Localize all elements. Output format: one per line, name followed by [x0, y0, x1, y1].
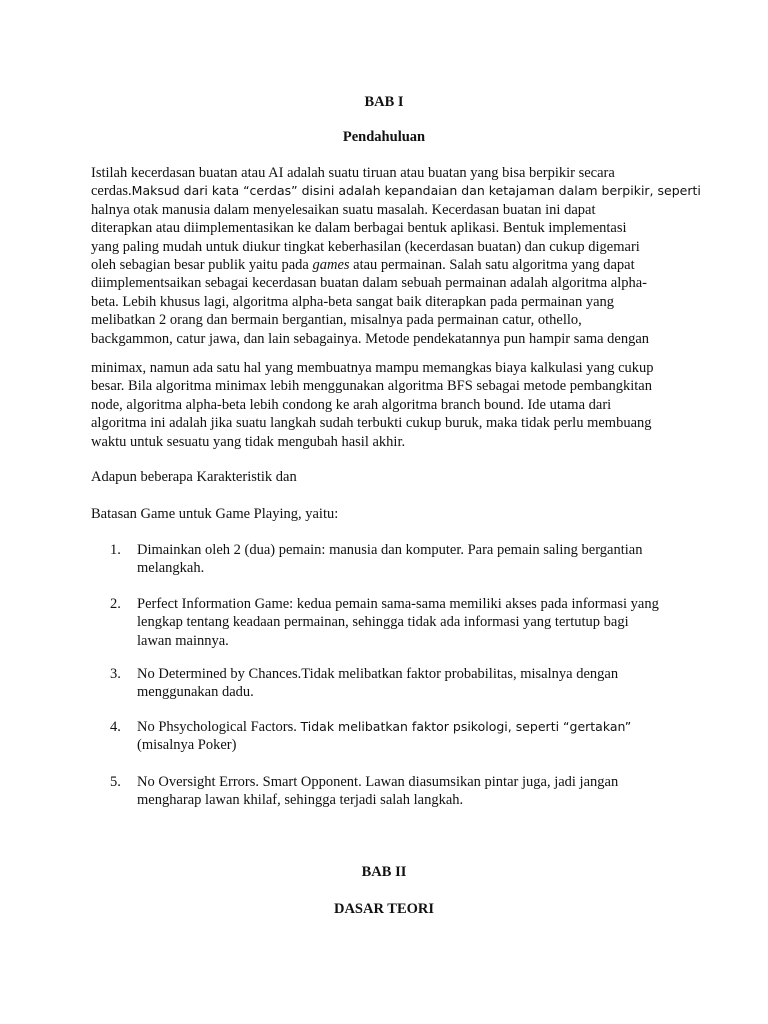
text-line: Perfect Information Game: kedua pemain sama-sama memiliki akses pada informasi yang	[137, 596, 659, 612]
text-span: cerdas.	[91, 183, 132, 200]
text-span-alt-font: Maksud dari kata “cerdas” disini adalah kepandaian dan ketajaman dalam berpikir, seperti	[131, 183, 701, 199]
text-span-italic: games	[312, 257, 350, 274]
text-line: waktu untuk sesuatu yang tidak mengubah hasil akhir.	[91, 433, 406, 450]
text-line	[137, 718, 682, 736]
paragraph-characteristics: Adapun beberapa Karakteristik dan	[91, 469, 297, 485]
text-line: diimplementsaikan sebagai kecerdasan buatan dalam sebuah permainan adalah algoritma alpha-	[91, 275, 648, 292]
section-title-dasar-teori: DASAR TEORI	[333, 901, 435, 917]
list-item-number: 3.	[110, 666, 121, 682]
text-line: minimax, namun ada satu hal yang membuatnya mampu memangkas biaya kalkulasi yang cukup	[91, 360, 654, 376]
list-item-number: 4.	[110, 719, 121, 735]
text-line: No Oversight Errors. Smart Opponent. Lawan diasumsikan pintar juga, jadi jangan	[137, 774, 619, 790]
list-item-text	[137, 595, 682, 650]
paragraph-limits: Batasan Game untuk Game Playing, yaitu:	[91, 506, 339, 522]
paragraph-minimax	[91, 359, 691, 451]
list-item-text	[137, 541, 682, 578]
text-line: No Determined by Chances.Tidak melibatkan faktor probabilitas, misalnya dengan	[137, 666, 619, 682]
text-line: Istilah kecerdasan buatan atau AI adalah suatu tiruan atau buatan yang bisa berpikir secara	[91, 165, 615, 181]
list-item-number: 5.	[110, 774, 121, 790]
section-title-pendahuluan: Pendahuluan	[342, 129, 426, 145]
text-line: node, algoritma alpha-beta lebih condong ke arah algoritma branch bound. Ide utama dari	[91, 396, 612, 413]
chapter-heading-2: BAB II	[361, 864, 407, 880]
text-line	[91, 256, 691, 274]
text-span: oleh sebagian besar publik yaitu pada	[91, 257, 313, 274]
text-line: lengkap tentang keadaan permainan, sehingga tidak ada informasi yang tertutup bagi	[137, 614, 629, 631]
text-line: melangkah.	[137, 560, 205, 577]
text-span-alt-font: Tidak melibatkan faktor psikologi, seperti “gertakan”	[300, 719, 632, 734]
text-line: backgammon, catur jawa, dan lain sebagainya. Metode pendekatannya pun hampir sama dengan	[91, 330, 650, 347]
text-line	[91, 182, 701, 200]
text-line: beta. Lebih khusus lagi, algoritma alpha-beta sangat baik diterapkan pada permainan yang	[91, 293, 615, 310]
text-line: algoritma ini adalah jika suatu langkah sudah terbukti cukup buruk, maka tidak perlu membuang	[91, 415, 652, 432]
text-line: menggunakan dadu.	[137, 684, 254, 701]
text-line: melibatkan 2 orang dan bermain bergantian, misalnya pada permainan catur, othello,	[91, 312, 582, 329]
text-line: diterapkan atau diimplementasikan ke dalam berbagai bentuk aplikasi. Bentuk implementasi	[91, 220, 627, 237]
text-line: Dimainkan oleh 2 (dua) pemain: manusia dan komputer. Para pemain saling bergantian	[137, 542, 643, 558]
text-line: (misalnya Poker)	[137, 737, 237, 754]
text-line: lawan mainnya.	[137, 632, 229, 649]
list-item-text	[137, 665, 682, 702]
list-item-text	[137, 773, 682, 810]
list-item-number: 1.	[110, 542, 121, 558]
list-item-number: 2.	[110, 596, 121, 612]
text-line: halnya otak manusia dalam menyelesaikan suatu masalah. Kecerdasan buatan ini dapat	[91, 201, 596, 218]
text-line: besar. Bila algoritma minimax lebih menggunakan algoritma BFS sebagai metode pembangkitan	[91, 378, 652, 395]
text-line: mengharap lawan khilaf, sehingga terjadi salah langkah.	[137, 792, 464, 809]
text-span: atau permainan. Salah satu algoritma yang dapat	[349, 257, 635, 274]
text-span: No Phsychological Factors.	[137, 719, 301, 735]
chapter-heading-1: BAB I	[364, 94, 404, 110]
list-item-text	[137, 718, 682, 755]
paragraph-intro	[91, 164, 701, 348]
text-line: yang paling mudah untuk diukur tingkat keberhasilan (kecerdasan buatan) dan cukup digemari	[91, 238, 640, 255]
